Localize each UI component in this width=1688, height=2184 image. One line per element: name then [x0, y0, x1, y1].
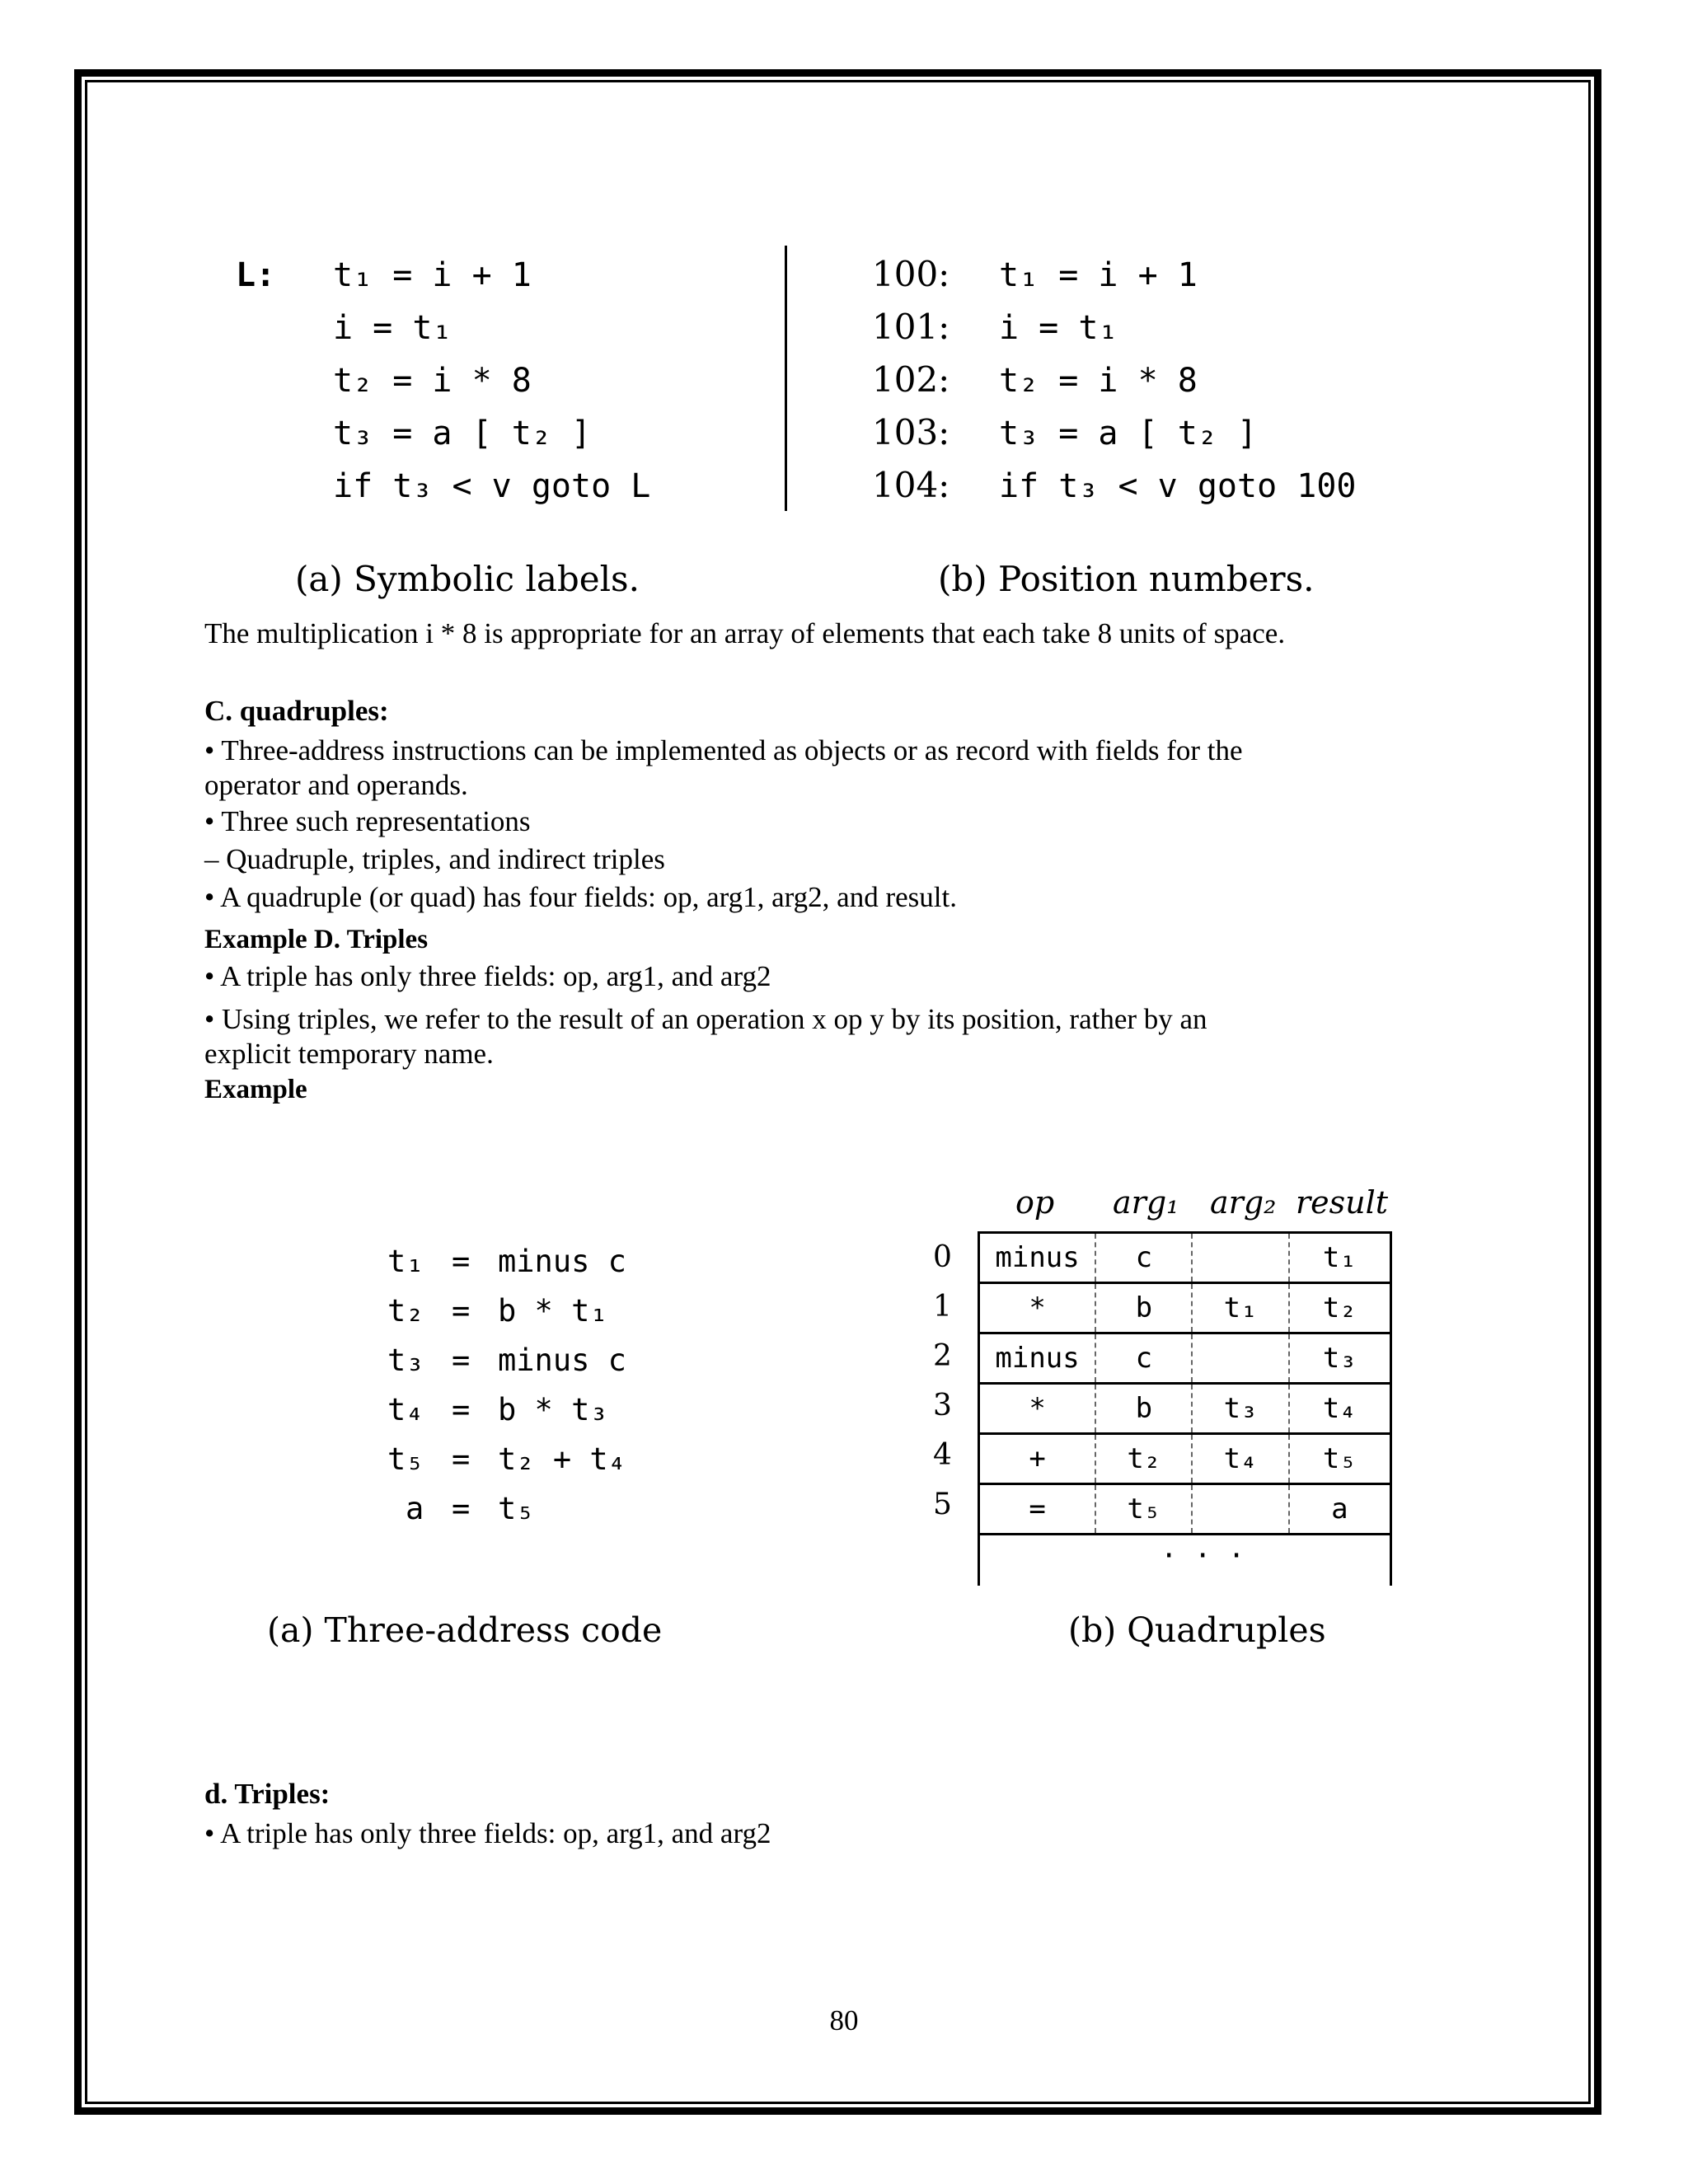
triples-example-heading: Example D. Triples: [204, 925, 429, 954]
position-number-3: 102:: [872, 359, 950, 400]
tac-rhs-1: minus c: [498, 1244, 626, 1279]
quad-cell-arg1: t₂: [1095, 1434, 1192, 1484]
tac-lhs-3: t₃: [387, 1343, 424, 1378]
quad-cell-op: +: [979, 1434, 1096, 1484]
quad-table-ellipsis: · · ·: [1160, 1540, 1245, 1572]
position-number-1: 100:: [872, 254, 950, 294]
tac-rhs-3: minus c: [498, 1343, 626, 1378]
table-row: [979, 1434, 1391, 1484]
d-triples-heading: d. Triples:: [204, 1778, 331, 1810]
tac-lhs-2: t₂: [387, 1293, 424, 1329]
multiplication-note: The multiplication i * 8 is appropriate for an array of elements that each take 8 units of space.: [204, 617, 1286, 649]
position-number-4: 103:: [872, 412, 950, 452]
quad-cell-arg2: [1192, 1333, 1288, 1384]
position-line-2: i = t₁: [999, 309, 1118, 347]
tac-lhs-4: t₄: [387, 1392, 424, 1427]
tac-rhs-5: t₂ + t₄: [498, 1441, 626, 1477]
quad-cell-arg2: t₃: [1192, 1384, 1288, 1434]
quad-header-arg1: arg₁: [1113, 1184, 1179, 1221]
quadruples-heading: C. quadruples:: [204, 695, 389, 727]
tac-eq-5: =: [452, 1441, 471, 1477]
quad-cell-result: t₃: [1289, 1333, 1391, 1384]
tac-eq-6: =: [452, 1491, 471, 1526]
quad-cell-op: minus: [979, 1333, 1096, 1384]
quad-row-index-3: 3: [933, 1389, 952, 1422]
quad-bullet-3: – Quadruple, triples, and indirect triples: [204, 843, 665, 875]
quad-cell-arg1: b: [1095, 1283, 1192, 1333]
table-row: [979, 1233, 1391, 1283]
quad-cell-op: *: [979, 1384, 1096, 1434]
quad-row-index-4: 4: [933, 1438, 952, 1472]
tac-eq-1: =: [452, 1244, 471, 1279]
position-line-5: if t₃ < v goto 100: [999, 467, 1357, 505]
quad-bullet-1-line-1: • Three-address instructions can be implemented as objects or as record with fields for the: [204, 734, 1243, 766]
caption-three-address-code: (a) Three-address code: [267, 1610, 663, 1650]
tac-eq-3: =: [452, 1343, 471, 1378]
quad-cell-arg2: t₁: [1192, 1283, 1288, 1333]
triples-bullet-1: • A triple has only three fields: op, arg1, and arg2: [204, 960, 771, 992]
quad-row-index-0: 0: [933, 1240, 952, 1274]
symbolic-line-1: t₁ = i + 1: [333, 256, 532, 294]
quad-row-index-1: 1: [933, 1290, 952, 1324]
position-line-4: t₃ = a [ t₂ ]: [999, 415, 1258, 452]
quad-cell-result: t₄: [1289, 1384, 1391, 1434]
position-number-5: 104:: [872, 465, 950, 505]
quad-cell-result: a: [1289, 1484, 1391, 1535]
tac-rhs-4: b * t₃: [498, 1392, 608, 1427]
table-row: [979, 1283, 1391, 1333]
quad-cell-arg1: t₅: [1095, 1484, 1192, 1535]
quad-cell-result: t₅: [1289, 1434, 1391, 1484]
symbolic-label: L:: [236, 256, 276, 294]
quad-cell-arg2: [1192, 1233, 1288, 1283]
quad-cell-op: =: [979, 1484, 1096, 1535]
table-row: [979, 1384, 1391, 1434]
quad-cell-arg1: c: [1095, 1233, 1192, 1283]
symbolic-line-2: i = t₁: [333, 309, 452, 347]
quad-cell-result: t₂: [1289, 1283, 1391, 1333]
example-label: Example: [204, 1075, 307, 1104]
quad-cell-op: minus: [979, 1233, 1096, 1283]
quad-bullet-1-line-2: operator and operands.: [204, 769, 468, 801]
triples-bullet-2-line-1: • Using triples, we refer to the result of an operation x op y by its position, rather by an: [204, 1003, 1207, 1035]
quad-bullet-2: • Three such representations: [204, 805, 531, 837]
table-row: [979, 1333, 1391, 1384]
caption-position-numbers: (b) Position numbers.: [938, 559, 1315, 599]
quad-header-op: op: [1015, 1184, 1055, 1221]
quadruples-table: [978, 1231, 1392, 1535]
quad-header-result: result: [1296, 1184, 1389, 1221]
caption-quadruples: (b) Quadruples: [1068, 1610, 1326, 1650]
quad-row-index-5: 5: [933, 1488, 952, 1521]
quad-cell-arg2: t₄: [1192, 1434, 1288, 1484]
tac-eq-2: =: [452, 1293, 471, 1329]
symbolic-line-3: t₂ = i * 8: [333, 362, 532, 400]
position-number-2: 101:: [872, 307, 950, 347]
caption-symbolic-labels: (a) Symbolic labels.: [295, 559, 640, 599]
tac-lhs-5: t₅: [387, 1441, 424, 1477]
triples-bullet-2-line-2: explicit temporary name.: [204, 1038, 494, 1070]
position-line-3: t₂ = i * 8: [999, 362, 1198, 400]
quad-cell-result: t₁: [1289, 1233, 1391, 1283]
quad-cell-arg1: b: [1095, 1384, 1192, 1434]
quad-cell-arg2: [1192, 1484, 1288, 1535]
quad-cell-arg1: c: [1095, 1333, 1192, 1384]
page-number: 80: [829, 2004, 859, 2036]
d-triples-bullet-1: • A triple has only three fields: op, arg1, and arg2: [204, 1817, 771, 1849]
table-row: [979, 1484, 1391, 1535]
quad-cell-op: *: [979, 1283, 1096, 1333]
tac-rhs-2: b * t₁: [498, 1293, 608, 1329]
figure-divider: [785, 246, 787, 511]
tac-lhs-6: a: [406, 1491, 424, 1526]
symbolic-line-4: t₃ = a [ t₂ ]: [333, 415, 592, 452]
tac-lhs-1: t₁: [387, 1244, 424, 1279]
symbolic-line-5: if t₃ < v goto L: [333, 467, 651, 505]
position-line-1: t₁ = i + 1: [999, 256, 1198, 294]
tac-eq-4: =: [452, 1392, 471, 1427]
quad-row-index-2: 2: [933, 1339, 952, 1373]
quad-header-arg2: arg₂: [1210, 1184, 1277, 1221]
tac-rhs-6: t₅: [498, 1491, 535, 1526]
quad-bullet-4: • A quadruple (or quad) has four fields: op, arg1, arg2, and result.: [204, 881, 957, 913]
